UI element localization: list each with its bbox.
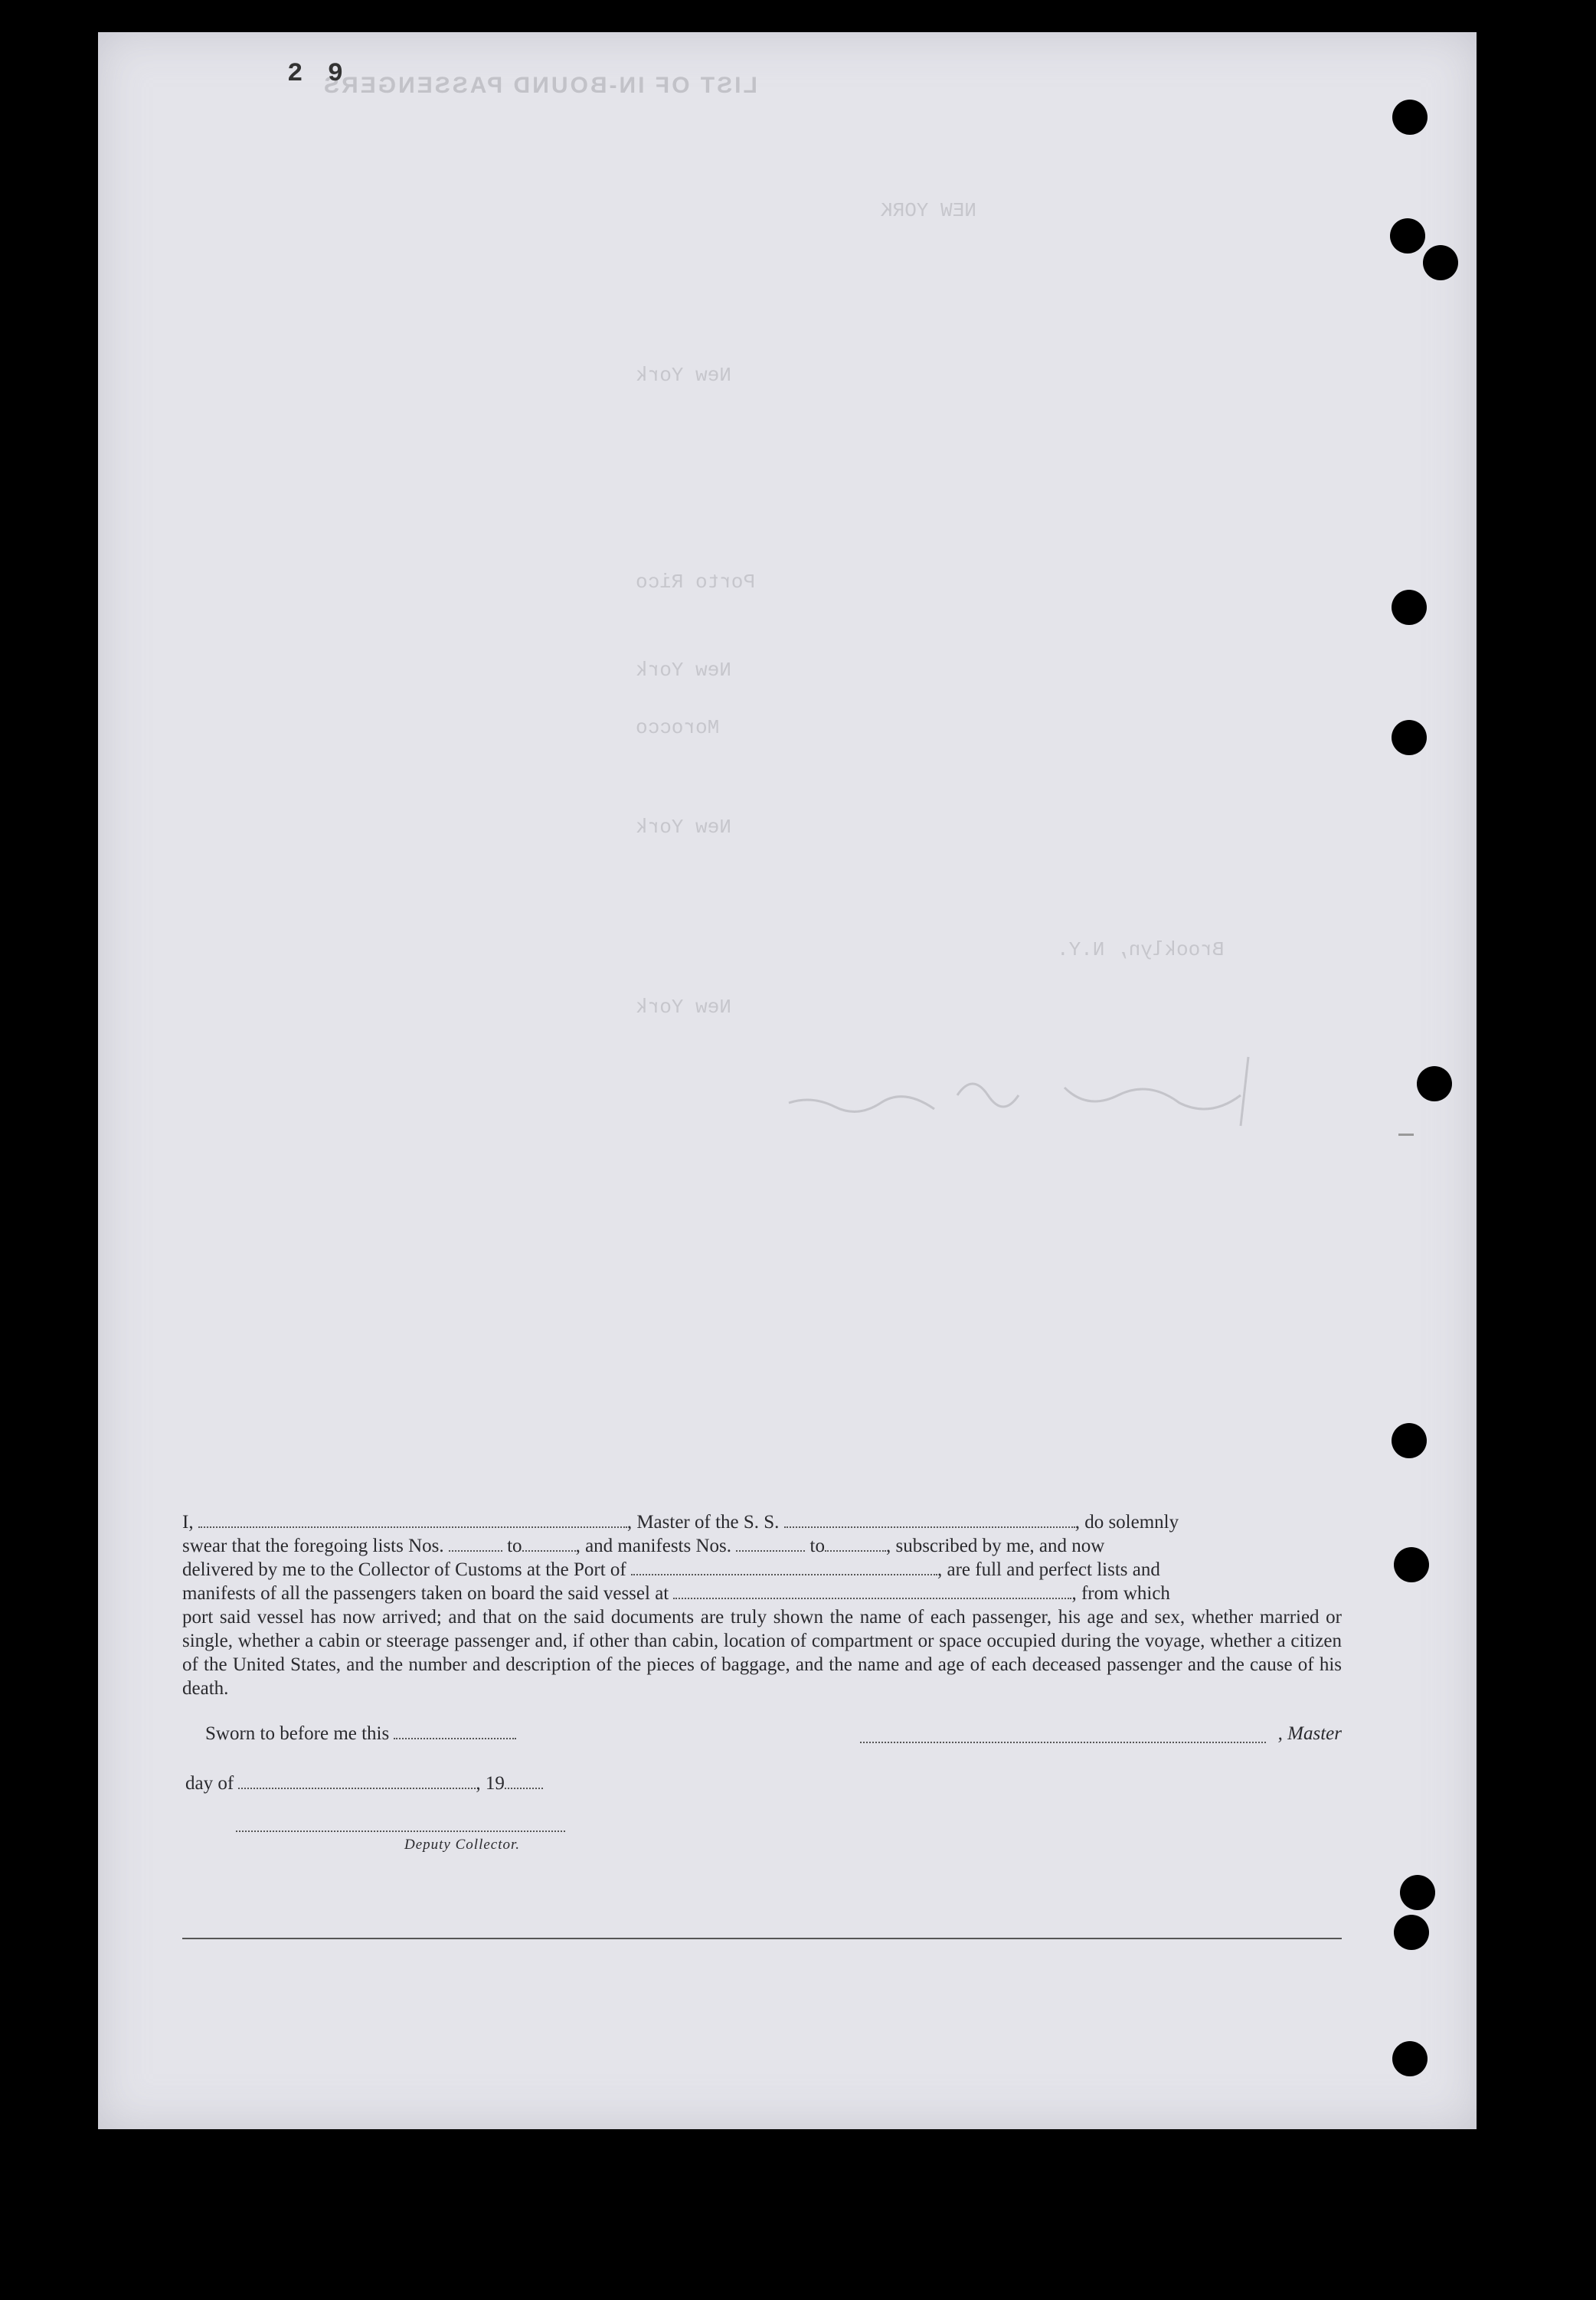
collector-label: Deputy Collector. xyxy=(404,1837,521,1853)
binder-hole xyxy=(1400,1875,1435,1910)
collector-signature-field[interactable] xyxy=(236,1831,565,1832)
page-number: 2 9 xyxy=(287,60,348,89)
year-field[interactable] xyxy=(505,1774,543,1789)
ghost-row: New York xyxy=(636,996,731,1019)
binder-hole xyxy=(1394,1547,1429,1582)
declaration-line: delivered by me to the Collector of Customs at the Port of , are full and perfect lists and xyxy=(182,1559,1160,1580)
binder-hole xyxy=(1392,100,1428,135)
year-label: , 19 xyxy=(476,1773,505,1794)
master-declaration xyxy=(182,1510,1342,1700)
declaration-body: port said vessel has now arrived; and that on the said documents are truly shown the name of each passenger, his age and sex, whether married or single, whether a cabin or steerage passenger and, if other than cabin, location of compartment or space occupied during the voyage, whether a citizen of the United States, and the number and description of the pieces of baggage, and the name and age of each deceased passenger and the cause of his death. xyxy=(182,1607,1342,1699)
departure-port-field[interactable] xyxy=(673,1584,1071,1599)
ghost-row: NEW YORK xyxy=(881,199,976,222)
binder-hole xyxy=(1392,720,1427,755)
ghost-row: Porto Rico xyxy=(636,571,756,594)
binder-hole xyxy=(1417,1066,1452,1101)
ghost-row: New York xyxy=(636,364,731,387)
master-label: , Master xyxy=(1277,1723,1342,1744)
master-name-field[interactable] xyxy=(198,1513,627,1528)
ghost-row: Brooklyn, N.Y. xyxy=(1057,938,1225,961)
master-signature-field[interactable] xyxy=(860,1728,1266,1743)
ghost-row: New York xyxy=(636,816,731,839)
ghost-row: Morocco xyxy=(636,716,720,739)
binder-hole xyxy=(1423,245,1458,280)
scratch-mark xyxy=(1398,1134,1414,1136)
binder-hole xyxy=(1390,218,1425,254)
day-label: day of xyxy=(185,1773,234,1794)
sworn-date-field[interactable] xyxy=(394,1724,516,1739)
bottom-rule xyxy=(182,1938,1342,1939)
sworn-label: Sworn to before me this xyxy=(205,1723,390,1744)
manifest-to-field[interactable] xyxy=(825,1536,886,1552)
binder-hole xyxy=(1392,590,1427,625)
port-field[interactable] xyxy=(631,1560,937,1575)
handwritten-signature xyxy=(758,1049,1302,1134)
binder-hole xyxy=(1392,1423,1427,1458)
vessel-name-field[interactable] xyxy=(784,1513,1075,1528)
day-row xyxy=(185,1773,543,1795)
declaration-line: swear that the foregoing lists Nos. to , and manifests Nos. to , subscribed by me, and now xyxy=(182,1536,1105,1556)
sworn-row xyxy=(205,1723,1342,1745)
declaration-line: manifests of all the passengers taken on board the said vessel at , from which xyxy=(182,1583,1170,1604)
day-month-field[interactable] xyxy=(238,1774,476,1789)
list-to-field[interactable] xyxy=(522,1536,576,1552)
ghost-title: LIST OF IN-BOUND PASSENGERS xyxy=(322,73,757,98)
binder-hole xyxy=(1394,1915,1429,1950)
binder-hole xyxy=(1392,2041,1428,2076)
manifest-from-field[interactable] xyxy=(736,1536,805,1552)
ghost-row: New York xyxy=(636,659,731,682)
list-from-field[interactable] xyxy=(449,1536,502,1552)
declaration-line: I, , Master of the S. S. , do solemnly xyxy=(182,1512,1179,1533)
